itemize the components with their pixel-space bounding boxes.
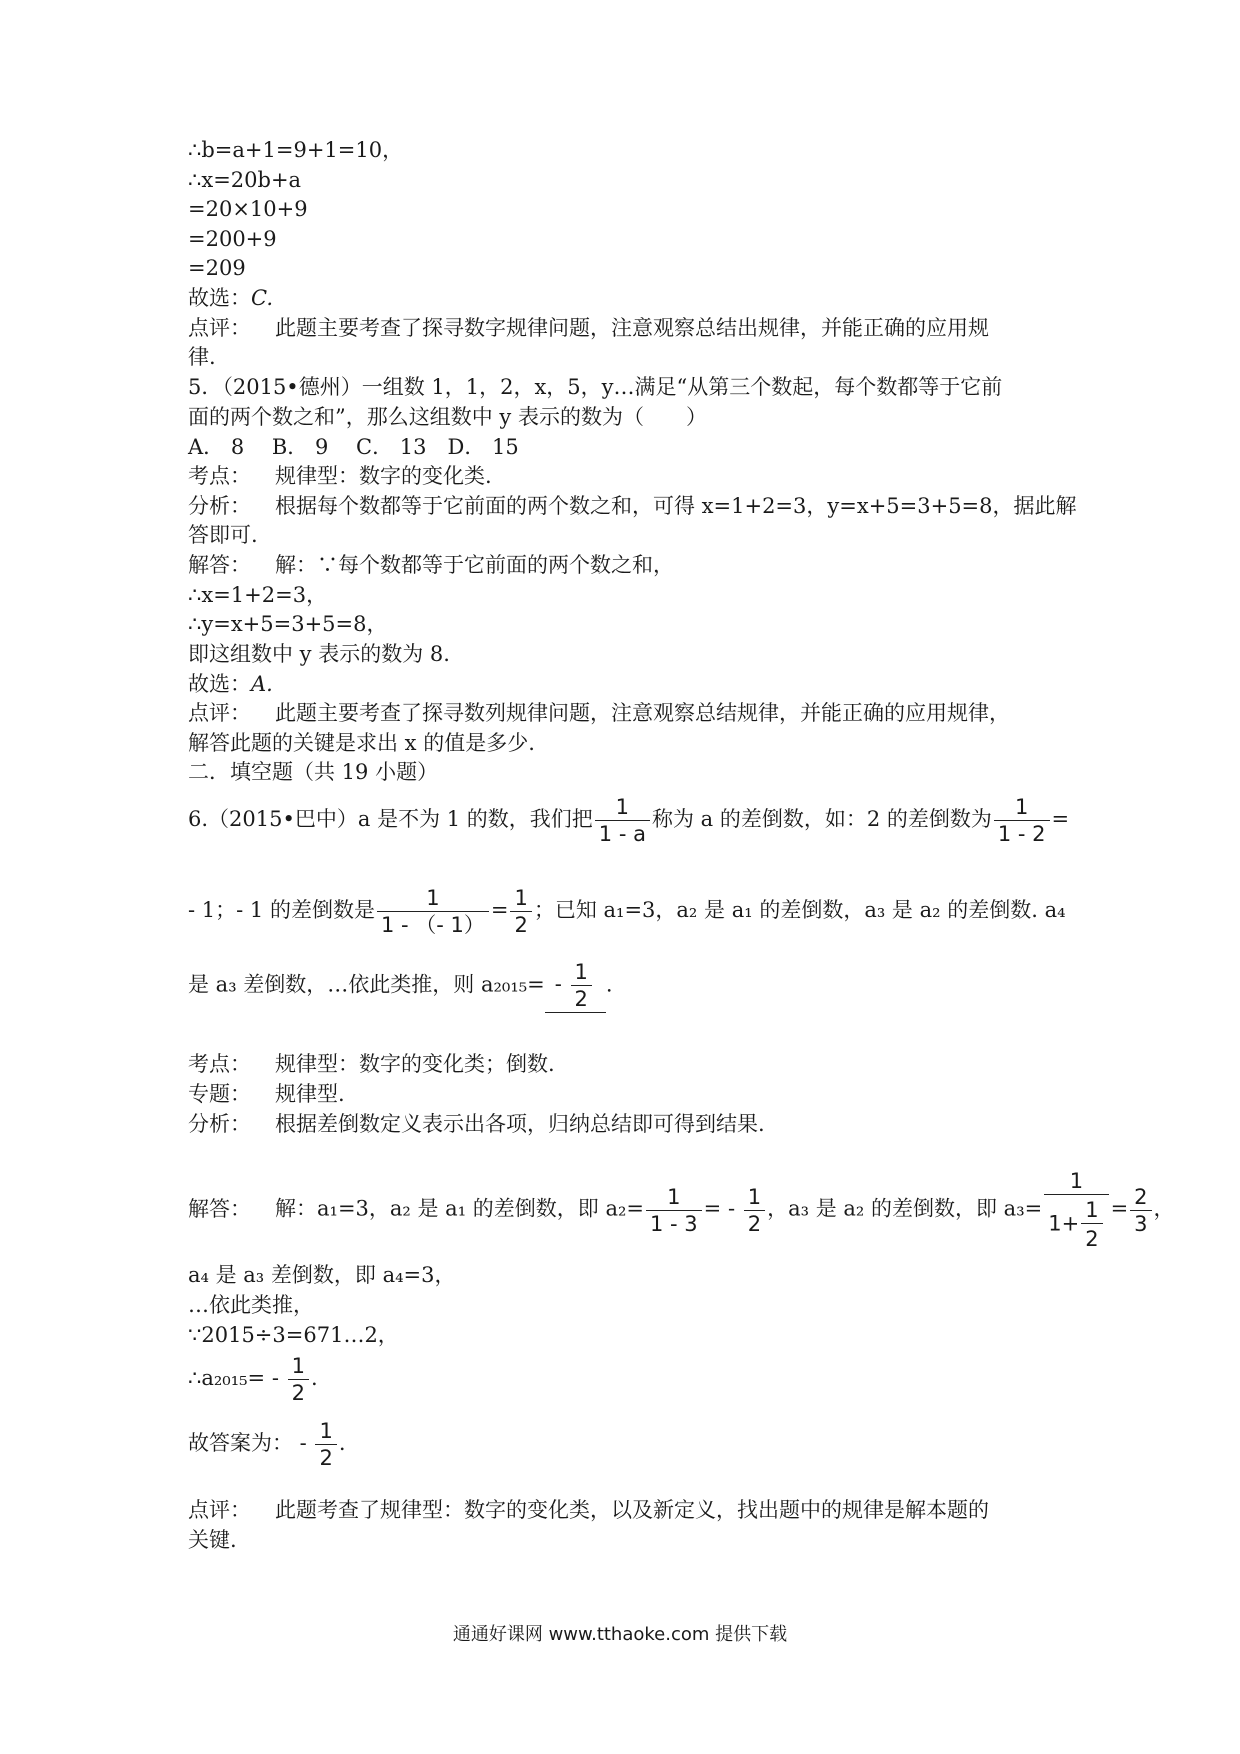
solve-text: ∴a₂₀₁₅= - bbox=[188, 1366, 286, 1390]
question-6-stem bbox=[188, 794, 1069, 847]
fraction-denominator: 1 - 3 bbox=[650, 1211, 698, 1236]
fraction-numerator: 1 bbox=[744, 1184, 765, 1211]
fraction-numerator: 1 bbox=[646, 1184, 702, 1211]
topic-line bbox=[188, 1080, 345, 1108]
analysis-text: 根据每个数都等于它前面的两个数之和，可得 x=1+2=3，y=x+5=3+5=8，据此解 bbox=[275, 494, 1077, 518]
page-footer: 通通好课网 www.tthaoke.com 提供下载 bbox=[452, 1624, 788, 1645]
fraction-numerator: 1 bbox=[377, 885, 489, 912]
solve-line bbox=[188, 551, 674, 579]
point-text: 规律型：数字的变化类；倒数. bbox=[275, 1052, 555, 1076]
solution-line: =209 bbox=[188, 256, 246, 280]
analysis-line bbox=[188, 492, 1077, 520]
solution-line: ∴x=20b+a bbox=[188, 168, 302, 192]
fraction-denominator: 1 - （- 1） bbox=[380, 913, 485, 937]
fraction-denominator: 1 - 2 bbox=[997, 822, 1046, 846]
point-label: 考点： bbox=[188, 1052, 251, 1076]
fraction-denominator: 1 - a bbox=[598, 822, 646, 846]
solve-label: 解答： bbox=[188, 1196, 251, 1221]
solution-line: ∵2015÷3=671…2， bbox=[188, 1323, 399, 1347]
comment-label: 点评： bbox=[188, 701, 251, 725]
solve-text: = bbox=[1110, 1196, 1129, 1221]
fraction-numerator: 1 bbox=[288, 1353, 309, 1380]
fraction-numerator: 1 bbox=[571, 959, 592, 986]
fraction-numerator: 1 bbox=[595, 794, 650, 821]
solve-text: . bbox=[310, 1366, 318, 1390]
answer-sign: - bbox=[554, 972, 569, 996]
solution-line: ∴y=x+5=3+5=8， bbox=[188, 612, 388, 636]
fraction-numerator: 1 bbox=[510, 885, 531, 912]
fraction-denominator: 2 bbox=[319, 1446, 333, 1470]
solve-line bbox=[188, 1168, 1175, 1252]
comment-line: 解答此题的关键是求出 x 的值是多少. bbox=[188, 731, 535, 755]
comment-label: 点评： bbox=[188, 316, 251, 340]
fraction-denominator: 2 bbox=[514, 913, 528, 937]
fraction-denominator: 2 bbox=[574, 987, 588, 1011]
solve-text: ， bbox=[1153, 1196, 1175, 1221]
comment-text: 此题主要考查了探寻数列规律问题，注意观察总结规律，并能正确的应用规律， bbox=[275, 701, 1010, 725]
fraction bbox=[315, 1418, 336, 1471]
solve-text: 解：a₁=3，a₂ 是 a₁ 的差倒数，即 a₂= bbox=[275, 1196, 645, 1221]
answer-blank bbox=[545, 959, 606, 1013]
analysis-line bbox=[188, 1110, 765, 1138]
question-6-text: = bbox=[490, 898, 509, 922]
fraction-denominator: 2 bbox=[747, 1211, 762, 1236]
answer-line bbox=[188, 1418, 346, 1471]
fraction bbox=[1081, 1197, 1102, 1252]
answer-end: . bbox=[338, 1431, 346, 1455]
comment-label: 点评： bbox=[188, 1498, 251, 1522]
question-6-text: 是 a₃ 差倒数，…依此类推，则 a₂₀₁₅= bbox=[188, 972, 545, 997]
solution-line: =20×10+9 bbox=[188, 197, 308, 221]
comment-line bbox=[188, 1496, 989, 1524]
analysis-line: 答即可. bbox=[188, 523, 258, 547]
question-6-stem bbox=[188, 885, 1066, 938]
solve-text: ，a₃ 是 a₂ 的差倒数，即 a₃= bbox=[767, 1196, 1043, 1221]
answer-sign: - bbox=[293, 1431, 314, 1455]
analysis-text: 根据差倒数定义表示出各项，归纳总结即可得到结果. bbox=[275, 1112, 765, 1136]
section-heading: 二．填空题（共 19 小题） bbox=[188, 760, 439, 784]
topic-text: 规律型. bbox=[275, 1082, 345, 1106]
question-5-stem: 5．（2015•德州）一组数 1，1，2，x，5，y…满足“从第三个数起，每个数都等于它前 bbox=[188, 375, 1003, 399]
comment-line: 律. bbox=[188, 345, 216, 369]
point-text: 规律型：数字的变化类. bbox=[275, 464, 492, 488]
comment-line: 关键. bbox=[188, 1528, 237, 1552]
question-6-stem bbox=[188, 959, 613, 1013]
choice-value: A. bbox=[251, 672, 273, 696]
point-line bbox=[188, 462, 492, 490]
comment-line bbox=[188, 314, 989, 342]
solution-line: ∴b=a+1=9+1=10， bbox=[188, 138, 404, 162]
solution-line: a₄ 是 a₃ 差倒数，即 a₄=3， bbox=[188, 1263, 456, 1287]
comment-text: 此题考查了规律型：数字的变化类，以及新定义，找出题中的规律是解本题的 bbox=[275, 1498, 989, 1522]
choice-label: 故选： bbox=[188, 672, 251, 696]
fraction bbox=[1044, 1168, 1108, 1252]
fraction-denominator bbox=[1044, 1195, 1108, 1252]
fraction-numerator: 1 bbox=[994, 794, 1050, 821]
analysis-label: 分析： bbox=[188, 1112, 251, 1136]
fraction bbox=[288, 1353, 309, 1406]
fraction-numerator: 2 bbox=[1130, 1184, 1151, 1211]
question-5-options: A． 8 B． 9 C． 13 D． 15 bbox=[188, 435, 519, 459]
fraction bbox=[510, 885, 531, 938]
solution-line: …依此类推， bbox=[188, 1293, 314, 1317]
choice-label: 故选： bbox=[188, 286, 251, 310]
fraction-numerator: 1 bbox=[1081, 1197, 1102, 1224]
fraction bbox=[646, 1184, 702, 1237]
comment-line bbox=[188, 699, 1010, 727]
fraction-denominator: 2 bbox=[291, 1381, 305, 1405]
fraction-denominator: 3 bbox=[1134, 1211, 1148, 1236]
question-6-text: = bbox=[1051, 807, 1070, 831]
solution-line: ∴x=1+2=3， bbox=[188, 583, 328, 607]
fraction-denominator-prefix: 1+ bbox=[1048, 1211, 1080, 1236]
fraction bbox=[744, 1184, 765, 1237]
solve-label: 解答： bbox=[188, 553, 251, 577]
fraction-denominator: 2 bbox=[1085, 1227, 1099, 1251]
solution-line bbox=[188, 1353, 318, 1406]
topic-label: 专题： bbox=[188, 1082, 251, 1106]
question-6-text: a 是不为 1 的数，我们把 bbox=[357, 807, 593, 831]
solve-text: 解：∵每个数都等于它前面的两个数之和， bbox=[275, 553, 674, 577]
solve-text: = - bbox=[703, 1196, 742, 1221]
choice-line bbox=[188, 284, 273, 312]
analysis-label: 分析： bbox=[188, 494, 251, 518]
question-6-text: 称为 a 的差倒数，如：2 的差倒数为 bbox=[651, 807, 992, 831]
choice-value: C. bbox=[251, 286, 273, 310]
fraction bbox=[994, 794, 1050, 847]
question-5-stem: 面的两个数之和”，那么这组数中 y 表示的数为（ ） bbox=[188, 405, 707, 429]
question-6-source: 6.（2015•巴中） bbox=[188, 807, 358, 831]
comment-text: 此题主要考查了探寻数字规律问题，注意观察总结出规律，并能正确的应用规 bbox=[275, 316, 989, 340]
fraction-numerator: 1 bbox=[315, 1418, 336, 1445]
question-6-text: . bbox=[605, 972, 613, 997]
solution-line: 即这组数中 y 表示的数为 8. bbox=[188, 642, 450, 666]
choice-line bbox=[188, 670, 273, 698]
fraction bbox=[377, 885, 489, 938]
fraction bbox=[571, 959, 592, 1012]
answer-label: 故答案为： bbox=[188, 1431, 293, 1455]
fraction bbox=[595, 794, 650, 847]
point-label: 考点： bbox=[188, 464, 251, 488]
question-6-text: ；已知 a₁=3，a₂ 是 a₁ 的差倒数，a₃ 是 a₂ 的差倒数. a₄ bbox=[533, 898, 1066, 922]
question-6-text: - 1；- 1 的差倒数是 bbox=[188, 898, 375, 922]
point-line bbox=[188, 1050, 555, 1078]
fraction-numerator: 1 bbox=[1044, 1168, 1108, 1195]
fraction bbox=[1130, 1184, 1151, 1237]
solution-line: =200+9 bbox=[188, 227, 277, 251]
